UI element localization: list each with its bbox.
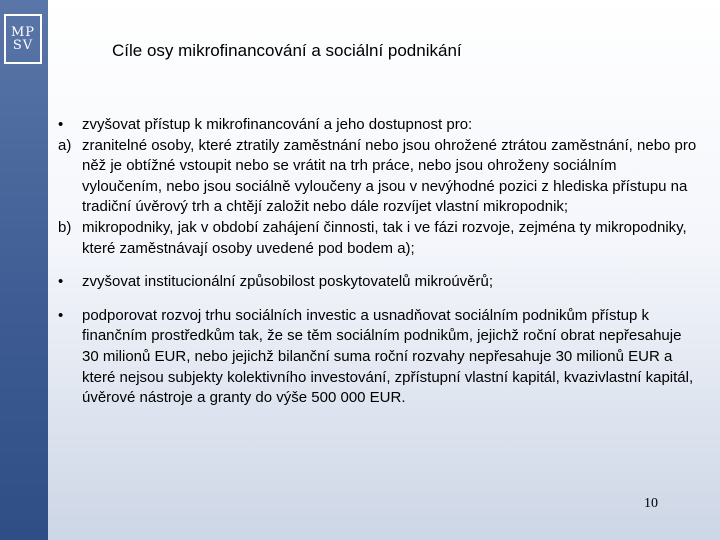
list-item — [58, 218, 698, 259]
list-item — [58, 306, 698, 409]
bullet-marker: • — [58, 306, 64, 324]
logo-line-1: MP — [10, 25, 36, 40]
mpsv-logo — [4, 14, 42, 64]
list-item-text: zranitelné osoby, které ztratily zaměstnání nebo jsou ohrožené ztrátou zaměstnání, nebo pro něž je obtížné vstoupit nebo se vrátit na trh práce, nebo jsou ohroženy sociálním vyloučením, nebo jsou sociálně vyloučeny a jsou v nevýhodné pozici z hlediska přístupu na tradiční úvěrový trh a chtějí založit nebo dále rozvíjet vlastní mikropodnik; — [82, 136, 697, 216]
side-bar — [0, 0, 48, 540]
list-marker-a: a) — [58, 136, 72, 154]
page-number: 10 — [644, 496, 658, 511]
bullet-marker: • — [58, 273, 64, 291]
slide-title: Cíle osy mikrofinancování a sociální podnikání — [112, 41, 462, 60]
list-item — [58, 115, 698, 136]
list-item-text: zvyšovat přístup k mikrofinancování a jeho dostupnost pro: — [82, 116, 473, 133]
logo-line-2: SV — [12, 38, 34, 53]
list-item-text: zvyšovat institucionální způsobilost poskytovatelů mikroúvěrů; — [82, 273, 494, 291]
list-item-text: mikropodniky, jak v období zahájení činnosti, tak i ve fázi rozvoje, zejména ty mikropodniky, které zaměstnávají osoby uvedené pod bodem a); — [82, 218, 687, 257]
list-item — [58, 272, 698, 293]
slide-content — [58, 115, 698, 409]
list-item-text: podporovat rozvoj trhu sociálních investic a usnadňovat sociálním podnikům přístup k finančním prostředkům tak, že se těm sociálním podnikům, jejichž roční obrat nepřesahuje 30 milionů EUR, nebo jejichž bilanční suma roční rozvahy nepřesahuje 30 milionů EUR a které nejsou subjekty kolektivního investování, zpřístupní vlastní kapitál, kvazivlastní kapitál, úvěrové nástroje a granty do výše 500 000 EUR. — [82, 306, 694, 407]
list-item — [58, 136, 698, 218]
bullet-marker: • — [58, 116, 64, 133]
list-marker-b: b) — [58, 218, 72, 236]
